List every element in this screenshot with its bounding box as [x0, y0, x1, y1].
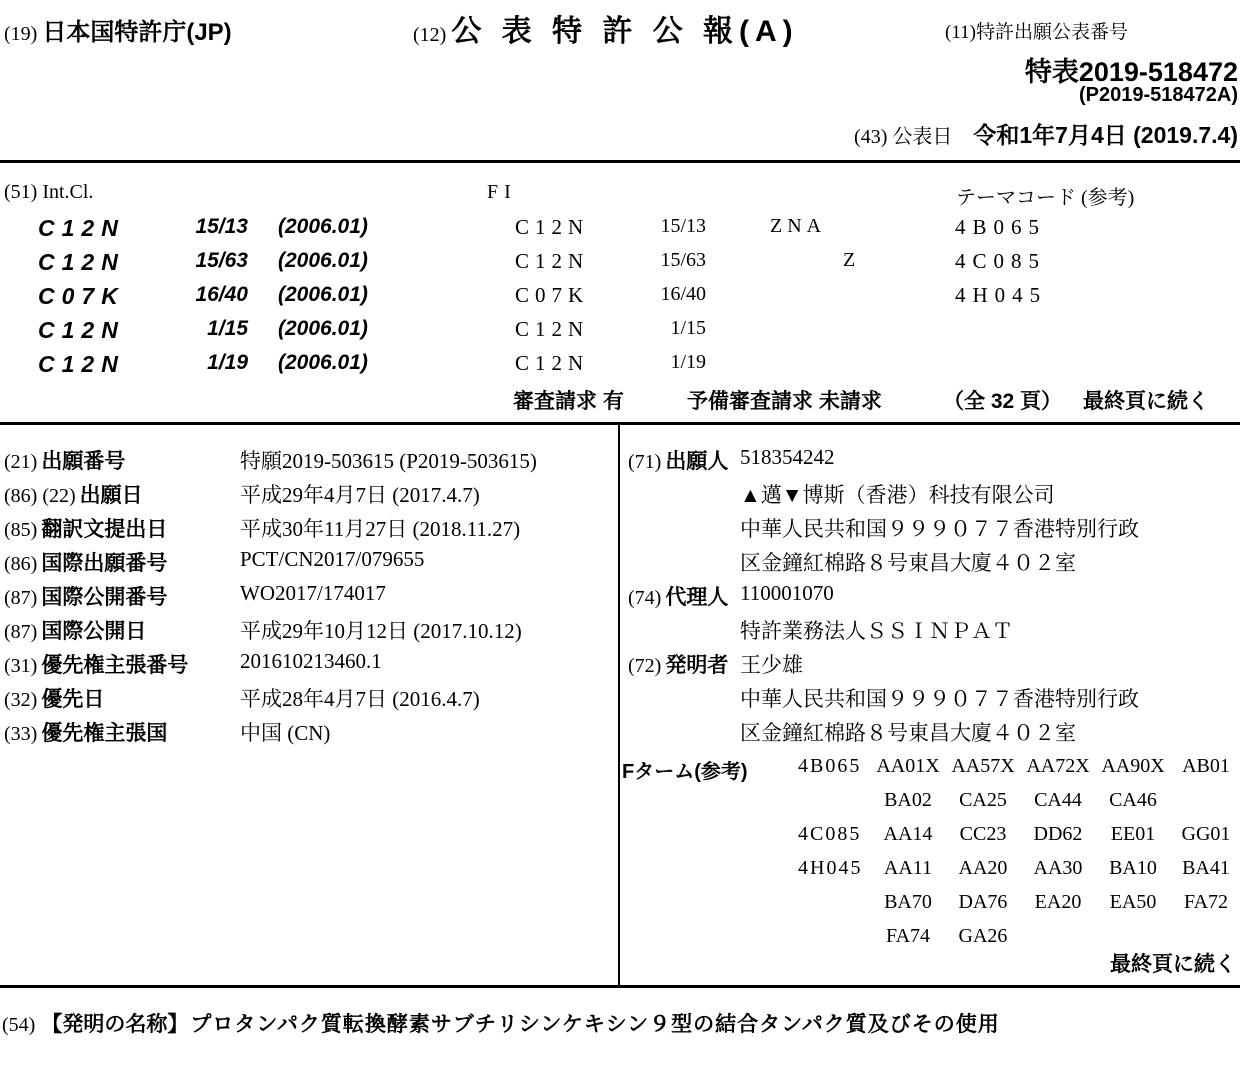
biblio-row [4, 547, 614, 579]
ipc-number: 1/19 [207, 351, 248, 374]
ipc-class: C12N [38, 249, 125, 275]
document-kind [413, 6, 799, 50]
theme-code-label: テーマコード (参考) [956, 187, 1135, 209]
biblio-row [4, 581, 614, 613]
field-value: 平成28年4月7日 (2016.4.7) [240, 687, 480, 711]
fterm-code: DA76 [958, 891, 1008, 913]
classification-row [0, 317, 1240, 349]
field-label: 代理人 [665, 586, 729, 609]
invention-title-label: 【発明の名称】 [41, 1013, 189, 1036]
fterm-code: AA90X [1101, 755, 1165, 777]
horizontal-rule-bottom [0, 985, 1240, 988]
field-label: 優先権主張国 [41, 722, 168, 745]
field-label: 優先日 [41, 688, 105, 711]
inid-code: (85) [4, 519, 38, 541]
field-label: 出願日 [79, 484, 143, 507]
invention-title: プロタンパク質転換酵素サブチリシンケキシン９型の結合タンパク質及びその使用 [190, 1013, 1000, 1036]
fi-class: C12N [515, 317, 590, 341]
fi-note: ZNA [770, 215, 827, 237]
field-value: 中国 (CN) [240, 721, 331, 745]
classification-header-row [0, 181, 1240, 213]
ipc-version: (2006.01) [278, 215, 368, 238]
field-value: 平成29年4月7日 (2017.4.7) [240, 483, 480, 507]
fterm-code: CC23 [959, 823, 1007, 845]
fterm-code: BA10 [1109, 857, 1157, 879]
fterm-code: GG01 [1181, 823, 1231, 845]
biblio-row [628, 547, 1238, 579]
ipc-class: C12N [38, 317, 125, 343]
fterm-code: AA57X [951, 755, 1015, 777]
fterm-code: GA26 [958, 925, 1008, 947]
classification-row [0, 351, 1240, 383]
classification-row [0, 283, 1240, 315]
ipc-version: (2006.01) [278, 249, 368, 272]
inid-code: (71) [628, 451, 662, 473]
ipc-number: 16/40 [195, 283, 248, 306]
horizontal-rule-top [0, 160, 1240, 163]
continued-note-top: 最終頁に続く [1083, 390, 1209, 413]
inventor-address-1: 中華人民共和国９９９０７７香港特別行政 [740, 687, 1139, 711]
biblio-row [4, 615, 614, 647]
exam-request: 審査請求 有 [513, 390, 624, 413]
field-label: 国際公開番号 [41, 586, 168, 609]
ipc-version: (2006.01) [278, 317, 368, 340]
biblio-row [4, 683, 614, 715]
fi-number: 1/15 [670, 317, 706, 339]
biblio-row [628, 717, 1238, 749]
exam-request-line [0, 385, 1240, 417]
fterm-code: CA25 [959, 789, 1007, 811]
fterm-row [0, 891, 1240, 923]
publication-number-label: (11)特許出願公表番号 [945, 22, 1128, 43]
publication-date [854, 117, 1238, 150]
fterm-code: EE01 [1110, 823, 1156, 845]
ipc-number: 1/15 [207, 317, 248, 340]
classification-row [0, 215, 1240, 247]
total-pages: （全 32 頁） [943, 390, 1063, 413]
fi-number: 16/40 [660, 283, 706, 305]
applicant-address-1: 中華人民共和国９９９０７７香港特別行政 [740, 517, 1139, 541]
field-label: 出願人 [665, 450, 729, 473]
field-label: 出願番号 [41, 450, 126, 473]
fterm-code: EA50 [1109, 891, 1157, 913]
fterm-code: AA20 [958, 857, 1008, 879]
inid-code: (31) [4, 655, 38, 677]
fterm-row [0, 755, 1240, 787]
fterm-code: BA41 [1182, 857, 1230, 879]
field-label: 国際出願番号 [41, 552, 168, 575]
inid-code: (86) [4, 553, 38, 575]
classification-row [0, 249, 1240, 281]
applicant-name: ▲邁▼博斯（香港）科技有限公司 [740, 483, 1055, 507]
biblio-row [628, 445, 1238, 477]
prelim-exam-request: 予備審査請求 未請求 [687, 390, 882, 413]
fterm-code: BA70 [884, 891, 932, 913]
fi-label: FI [487, 181, 517, 203]
field-value: 201610213460.1 [240, 649, 382, 673]
field-value: 平成30年11月27日 (2018.11.27) [240, 517, 521, 541]
theme-code: 4H045 [955, 283, 1048, 307]
biblio-row [4, 513, 614, 545]
publication-date-label: (43) 公表日 [854, 126, 953, 148]
biblio-row [628, 683, 1238, 715]
inventor-address-2: 区金鐘紅棉路８号東昌大廈４０２室 [740, 721, 1076, 745]
fterm-code: AA30 [1033, 857, 1083, 879]
field-label: 国際公開日 [41, 620, 147, 643]
fterm-code: AA01X [876, 755, 940, 777]
fterm-code: FA74 [885, 925, 931, 947]
ipc-version: (2006.01) [278, 283, 368, 306]
theme-code: 4C085 [955, 249, 1047, 273]
applicant-address-2: 区金鐘紅棉路８号東昌大廈４０２室 [740, 551, 1076, 575]
inid-code: (74) [628, 587, 662, 609]
inid-code: (21) [4, 451, 38, 473]
fi-number: 15/63 [660, 249, 706, 271]
inventor-name: 王少雄 [740, 653, 803, 677]
fterm-code: AA11 [883, 857, 933, 879]
fi-class: C12N [515, 351, 590, 375]
office-name: 日本国特許庁(JP) [42, 19, 232, 46]
fterm-label: Fターム(参考) [622, 761, 748, 783]
biblio-row [628, 649, 1238, 681]
biblio-row [4, 717, 614, 749]
fi-note-2: Z [843, 249, 856, 271]
biblio-row [628, 479, 1238, 511]
ipc-class: C07K [38, 283, 125, 309]
field-value: PCT/CN2017/079655 [240, 547, 425, 571]
intcl-label: (51) Int.Cl. [4, 181, 94, 203]
kind-code: (12) [413, 24, 447, 46]
field-value: 518354242 [740, 445, 835, 469]
inid-code: (86) (22) [4, 485, 76, 507]
publication-date-value: 令和1年7月4日 (2019.7.4) [973, 122, 1238, 148]
fi-class: C12N [515, 215, 590, 239]
fterm-group: 4H045 [798, 857, 863, 879]
inid-code: (72) [628, 655, 662, 677]
biblio-row [4, 479, 614, 511]
ipc-number: 15/13 [195, 215, 248, 238]
fterm-code: CA46 [1109, 789, 1157, 811]
fterm-code: CA44 [1034, 789, 1082, 811]
inid-code: (32) [4, 689, 38, 711]
fterm-code: EA20 [1034, 891, 1082, 913]
inid-code: (87) [4, 587, 38, 609]
inid-code: (87) [4, 621, 38, 643]
ipc-number: 15/63 [195, 249, 248, 272]
field-value: 特願2019-503615 (P2019-503615) [240, 449, 537, 473]
fi-class: C12N [515, 249, 590, 273]
invention-title-line [2, 1008, 1238, 1038]
office-code: (19) [4, 23, 38, 45]
publication-number: 特表2019-518472 [1024, 57, 1238, 87]
fterm-code: BA02 [884, 789, 932, 811]
field-label: 翻訳文提出日 [41, 518, 168, 541]
fterm-code: AA14 [883, 823, 933, 845]
fterm-code: FA72 [1183, 891, 1229, 913]
fterm-group: 4C085 [798, 823, 862, 845]
field-value: 平成29年10月12日 (2017.10.12) [240, 619, 522, 643]
biblio-row [4, 445, 614, 477]
field-label: 発明者 [665, 654, 729, 677]
ipc-class: C12N [38, 215, 125, 241]
field-label: 優先権主張番号 [41, 654, 189, 677]
biblio-row [628, 581, 1238, 613]
biblio-row [4, 649, 614, 681]
fterm-code: AA72X [1026, 755, 1090, 777]
biblio-row [628, 615, 1238, 647]
biblio-row [628, 513, 1238, 545]
field-value: WO2017/174017 [240, 581, 386, 605]
horizontal-rule-middle [0, 422, 1240, 425]
fterm-code: DD62 [1033, 823, 1083, 845]
inid-code-54: (54) [2, 1014, 36, 1036]
patent-office [4, 12, 232, 47]
fterm-group: 4B065 [798, 755, 862, 777]
theme-code: 4B065 [955, 215, 1047, 239]
ipc-class: C12N [38, 351, 125, 377]
fterm-row [0, 823, 1240, 855]
fterm-code: AB01 [1182, 755, 1230, 777]
fterm-row [0, 789, 1240, 821]
fi-number: 1/19 [670, 351, 706, 373]
publication-number-paren: (P2019-518472A) [1079, 84, 1238, 106]
ipc-version: (2006.01) [278, 351, 368, 374]
continued-note-bottom: 最終頁に続く [1110, 953, 1236, 976]
agent-name: 特許業務法人ＳＳＩＮＰＡＴ [740, 619, 1013, 643]
field-value: 110001070 [740, 581, 834, 605]
fi-class: C07K [515, 283, 590, 307]
fterm-row [0, 857, 1240, 889]
inid-code: (33) [4, 723, 38, 745]
fi-number: 15/13 [660, 215, 706, 237]
document-kind-title: 公 表 特 許 公 報(A) [451, 15, 799, 48]
